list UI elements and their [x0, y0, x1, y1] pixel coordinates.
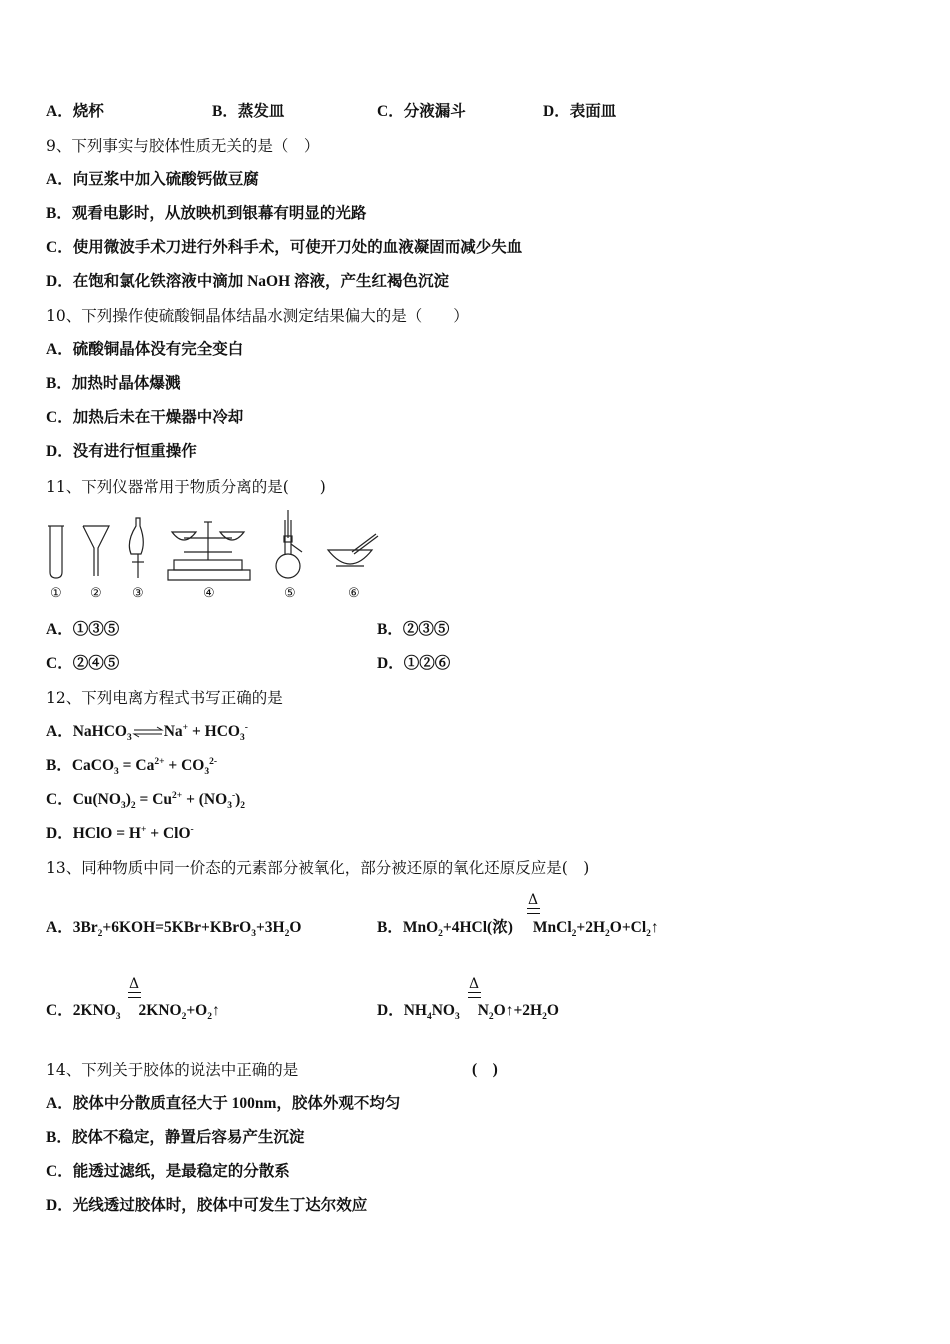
evaporating-dish-icon	[328, 534, 378, 566]
q9-option-a: A．向豆浆中加入硫酸钙做豆腐	[46, 171, 259, 188]
apparatus-label-6: ⑥	[348, 586, 360, 601]
q11-option-a: A．①③⑤	[46, 621, 120, 638]
q10-option-b: B．加热时晶体爆溅	[46, 375, 181, 392]
q12-option-b: B．CaCO$_3$ = $Ca^{2+} + CO_3^{2-}$	[46, 756, 218, 778]
q13-option-c: C．$2KNO_3$ $2KNO_2+O_2↑$	[46, 1002, 220, 1023]
q12-option-a: A．NaHCO$_3$ $Na^+ + HCO_3^-$	[46, 722, 248, 744]
q14-option-b: B．胶体不稳定，静置后容易产生沉淀	[46, 1129, 305, 1146]
q11-stem: 11、下列仪器常用于物质分离的是( )	[46, 478, 326, 496]
q10-option-d: D．没有进行恒重操作	[46, 443, 197, 460]
q12-stem: 12、下列电离方程式书写正确的是	[46, 689, 283, 707]
separatory-funnel-icon	[129, 518, 144, 578]
q14-stem: 14、下列关于胶体的说法中正确的是	[46, 1061, 299, 1079]
heat-condition-d: Δ	[466, 977, 482, 998]
q13-stem: 13、同种物质中同一价态的元素部分被氧化，部分被还原的氧化还原反应是( )	[46, 859, 590, 877]
funnel-icon	[83, 526, 109, 576]
q10-option-c: C．加热后未在干燥器中冷却	[46, 409, 244, 426]
balance-icon	[168, 522, 250, 580]
q9-stem: 9、下列事实与胶体性质无关的是（ ）	[46, 137, 320, 155]
q13-option-b: B．MnO$_2$+4HCl(浓) $MnCl_2+2H_2O+Cl_2↑$	[377, 919, 659, 940]
q8-option-d: D．表面皿	[543, 103, 617, 120]
q11-option-c: C．②④⑤	[46, 655, 120, 672]
apparatus-label-1: ①	[50, 586, 62, 601]
q11-option-d: D．①②⑥	[377, 655, 451, 672]
test-tube-icon	[48, 526, 64, 578]
q14-option-c: C．能透过滤纸，是最稳定的分散系	[46, 1163, 290, 1180]
heat-condition-b: Δ	[525, 893, 541, 914]
apparatus-label-3: ③	[132, 586, 144, 601]
heat-condition-c: Δ	[126, 977, 142, 998]
apparatus-label-5: ⑤	[284, 586, 296, 601]
q9-option-c: C．使用微波手术刀进行外科手术，可使开刀处的血液凝固而减少失血	[46, 239, 523, 256]
q9-option-d: D．在饱和氯化铁溶液中滴加 NaOH 溶液，产生红褐色沉淀	[46, 273, 450, 290]
q12-option-d: D．HClO = H+ + ClO-	[46, 824, 194, 842]
apparatus-label-4: ④	[203, 586, 215, 601]
q14-option-a: A．胶体中分散质直径大于 100nm，胶体外观不均匀	[46, 1095, 401, 1112]
q8-option-a: A．烧杯	[46, 103, 104, 120]
apparatus-label-2: ②	[90, 586, 102, 601]
q13-option-a: A．$3Br_2+6KOH=5KBr+KBrO_3+3H_2O$	[46, 919, 302, 940]
q8-option-c: C．分液漏斗	[377, 103, 466, 120]
q12-option-c: C．$Cu(NO_3)_2 = Cu^{2+} + (NO_3^-)_2$	[46, 790, 246, 812]
q8-option-b: B．蒸发皿	[212, 103, 285, 120]
q13-option-d: D．$NH_4NO_3$ $N_2O↑+2H_2O$	[377, 1002, 559, 1023]
q14-option-d: D．光线透过胶体时，胶体中可发生丁达尔效应	[46, 1197, 368, 1214]
q14-answer-paren: ( )	[472, 1061, 498, 1078]
q9-option-b: B．观看电影时，从放映机到银幕有明显的光路	[46, 205, 367, 222]
q10-stem: 10、下列操作使硫酸铜晶体结晶水测定结果偏大的是（ ）	[46, 307, 469, 325]
q10-option-a: A．硫酸铜晶体没有完全变白	[46, 341, 244, 358]
distillation-flask-icon	[276, 510, 302, 578]
q11-option-b: B．②③⑤	[377, 621, 450, 638]
apparatus-figure	[40, 508, 385, 590]
equilibrium-arrow-icon	[132, 724, 164, 736]
